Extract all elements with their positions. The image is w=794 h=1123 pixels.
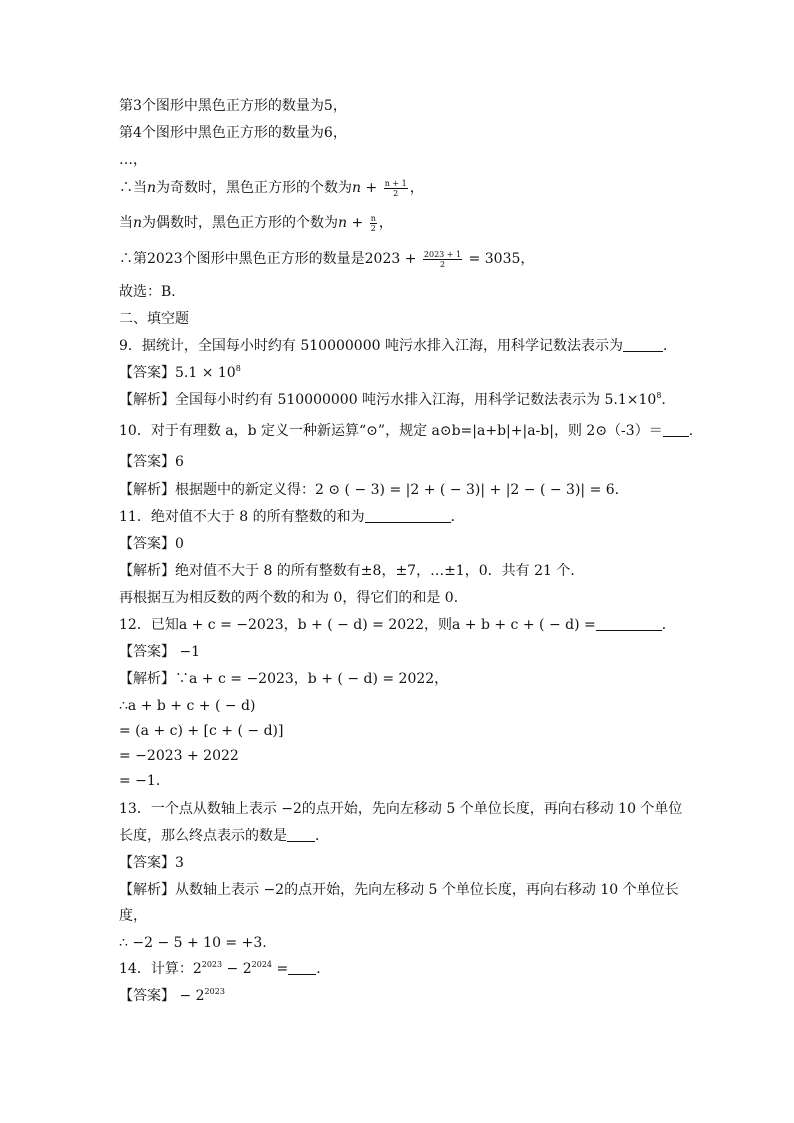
superscript: 2023 [204, 987, 225, 996]
text-line: …， [119, 152, 147, 168]
fraction-denominator: 2 [370, 223, 376, 233]
text: 当 [119, 215, 133, 231]
text: 长度，那么终点表示的数是 [119, 828, 287, 844]
text-line: 第4个图形中黑色正方形的数量为6， [119, 125, 347, 141]
fraction [384, 179, 408, 198]
answer-blank [365, 508, 451, 523]
text: . [688, 423, 694, 439]
answer-blank [287, 827, 315, 842]
answer-blank [288, 960, 316, 975]
text: 12．已知a + c = −2023，b + ( − d) = 2022，则a + b + c + ( − d) = [119, 617, 596, 633]
explanation-12: = −1． [119, 773, 170, 789]
question-10 [119, 421, 693, 441]
explanation-13: 度， [119, 908, 147, 924]
superscript: 2023 [201, 960, 223, 969]
text: 10．对于有理数 a，b 定义一种新运算“⊙”，规定 a⊙b=|a+b|+|a-b|，则 2⊙（-3）＝ [119, 423, 663, 439]
explanation-11: 【解析】绝对值不大于 8 的所有整数有±8，±7，…±1，0．共有 21 个． [119, 563, 585, 579]
fraction [423, 250, 462, 269]
explanation-10: 【解析】根据题中的新定义得：2 ⊙ ( − 3) = |2 + ( − 3)| + |2 − ( − 3)| = 6. [119, 482, 620, 498]
explanation-13: ∴ −2 − 5 + 10 = +3. [119, 935, 267, 951]
text-line [119, 249, 534, 269]
math-op: + [361, 180, 382, 196]
superscript: 8 [656, 391, 662, 400]
text: . [661, 392, 666, 408]
text-line: 故选：B． [119, 284, 186, 300]
text: ∴第2023个图形中黑色正方形的数量是2023 + [119, 251, 421, 267]
text: 【解析】全国每小时约有 510000000 吨污水排入江海，用科学记数法表示为 5.1×10 [119, 392, 657, 408]
fraction-numerator: 2023 + 1 [423, 249, 462, 259]
text-line: 第3个图形中黑色正方形的数量为5， [119, 98, 347, 114]
math-var: n [352, 180, 362, 196]
explanation-12: = −2023 + 2022 [119, 748, 239, 764]
answer-13: 【答案】3 [119, 855, 184, 871]
text: = 3035， [464, 251, 535, 267]
text: ． [316, 961, 331, 977]
math-op: + [347, 215, 368, 231]
answer-14 [119, 986, 225, 1006]
question-9 [119, 336, 677, 356]
text: ． [315, 828, 329, 844]
explanation-11: 再根据互为相反数的两个数的和为 0，得它们的和是 0． [119, 590, 468, 606]
math-var: n [147, 180, 157, 196]
text: 【答案】 − 2 [119, 988, 205, 1004]
fraction [370, 214, 377, 233]
answer-10: 【答案】6 [119, 454, 184, 470]
math-var: n [338, 215, 348, 231]
text: ∴当 [119, 180, 147, 196]
text: 【答案】5.1 × 10 [119, 365, 236, 381]
superscript: 8 [235, 364, 241, 373]
fraction-numerator: n + 1 [384, 178, 407, 188]
answer-9 [119, 363, 241, 383]
answer-blank [663, 422, 689, 437]
text: = [272, 961, 289, 977]
text: ， [378, 215, 393, 231]
question-11 [119, 507, 465, 527]
text: ． [450, 509, 465, 525]
question-13: 13．一个点从数轴上表示 −2的点开始，先向左移动 5 个单位长度，再向右移动 10 个单位 [119, 801, 683, 817]
explanation-13: 【解析】从数轴上表示 −2的点开始，先向左移动 5 个单位长度，再向右移动 10 个单位长 [119, 882, 679, 898]
text: 11．绝对值不大于 8 的所有整数的和为 [119, 509, 365, 525]
text: ． [662, 338, 677, 354]
text: 为奇数时，黑色正方形的个数为 [156, 180, 353, 196]
text: 9．据统计，全国每小时约有 510000000 吨污水排入江海，用科学记数法表示为 [119, 338, 623, 354]
answer-11: 【答案】0 [119, 536, 184, 552]
question-13 [119, 826, 329, 846]
explanation-9 [119, 390, 666, 410]
section-heading: 二、填空题 [119, 311, 189, 327]
fraction-denominator: 2 [393, 188, 399, 198]
explanation-12: 【解析】∵a + c = −2023，b + ( − d) = 2022， [119, 671, 449, 687]
text: − 2 [222, 961, 252, 977]
answer-blank [596, 616, 662, 631]
question-12 [119, 615, 676, 635]
math-var: n [133, 215, 143, 231]
answer-12: 【答案】 −1 [119, 644, 201, 660]
text-line [119, 213, 393, 233]
explanation-12: = (a + c) + [c + ( − d)] [119, 723, 284, 739]
superscript: 2024 [251, 960, 272, 969]
text: ， [409, 180, 424, 196]
text: 为偶数时，黑色正方形的个数为 [142, 215, 339, 231]
text-line [119, 178, 424, 198]
explanation-12: ∴a + b + c + ( − d) [119, 698, 256, 714]
fraction-numerator: n [370, 213, 376, 223]
text: ． [661, 617, 676, 633]
answer-blank [623, 337, 663, 352]
fraction-denominator: 2 [439, 259, 446, 269]
question-14 [119, 959, 330, 979]
text: 14．计算：2 [119, 961, 202, 977]
